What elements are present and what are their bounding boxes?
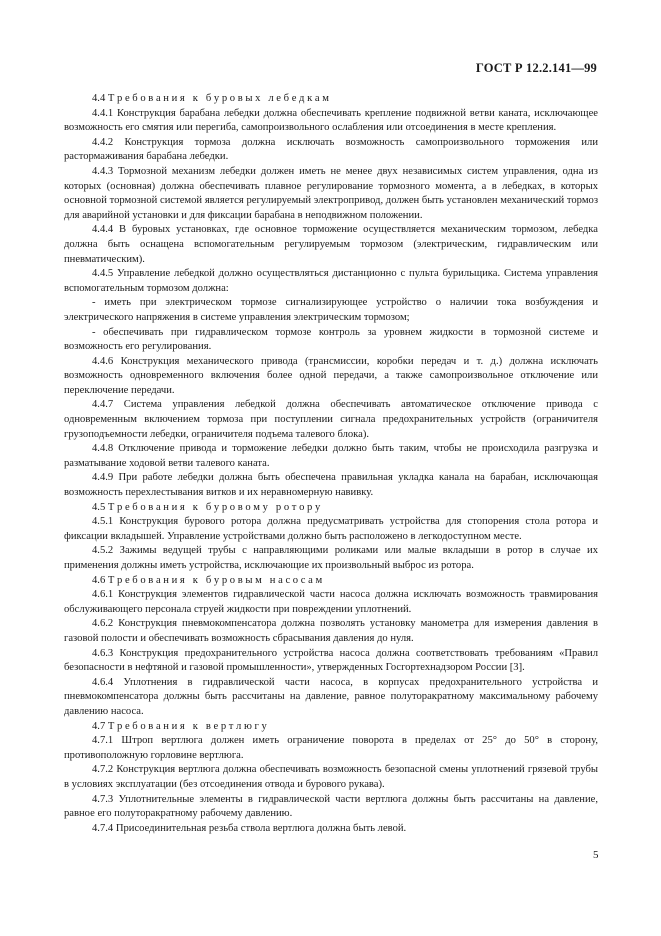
clause-4-4-5: 4.4.5 Управление лебедкой должно осуществляться дистанционно с пульта бурильщика. Система управления вспомогательным тормозом должна: bbox=[64, 268, 598, 294]
clause-4-7-4: 4.7.4 Присоединительная резьба ствола вертлюга должна быть левой. bbox=[92, 822, 407, 834]
list-item: - обеспечивать при гидравлическом тормозе контроль за уровнем жидкости в тормозной системе и возможность его регулирования. bbox=[64, 326, 598, 353]
list-item: - иметь при электрическом тормозе сигнализирующее устройство о наличии тока возбуждения и электрического напряжения в системе управления электрическим тормозом; bbox=[64, 297, 598, 323]
clause-4-6-2: 4.6.2 Конструкция пневмокомпенсатора должна позволять установку манометра для измерения давления в газовой полости и обеспечивать возможность сбрасывания давления до нуля. bbox=[64, 618, 598, 644]
clause-4-5-1: 4.5.1 Конструкция бурового ротора должна предусматривать устройства для стопорения стола ротора и фиксации вкладышей. Управление устройствами должно быть расположено в легкодоступном месте. bbox=[64, 516, 598, 542]
document-body bbox=[64, 92, 598, 836]
clause-4-4-4: 4.4.4 В буровых установках, где основное торможение осуществляется механическим тормозом, лебедка должна быть оснащена вспомогательным регулируемым тормозом (электрическим, гидравлическим или пневматическим). bbox=[64, 224, 598, 265]
clause-4-4-1: 4.4.1 Конструкция барабана лебедки должна обеспечивать крепление подвижной ветви каната, исключающее возможность его смятия или перегиба, самопроизвольного ослабления или отсоединения в месте крепления. bbox=[64, 107, 598, 134]
clause-4-4-2: 4.4.2 Конструкция тормоза должна исключать возможность самопроизвольного торможения или растормаживания барабана лебедки. bbox=[64, 136, 598, 163]
clause-4-7-2: 4.7.2 Конструкция вертлюга должна обеспечивать возможность безопасной смены уплотнений грязевой трубы в условиях эксплуатации (без отсоединения отвода и бурового рукава). bbox=[64, 764, 598, 790]
clause-4-7-1: 4.7.1 Штроп вертлюга должен иметь ограничение поворота в пределах от 25° до 50° в сторону, противоположную горловине вертлюга. bbox=[64, 735, 598, 761]
section-heading-rotor: 4.5 Т р е б о в а н и я к б у р о в о м у р о т о р у bbox=[92, 501, 321, 513]
clause-4-4-7: 4.4.7 Система управления лебедкой должна обеспечивать автоматическое отключение привода с одновременным включением тормоза при поступлении сигнала предохранительных устройств (ограничителя грузоподъемности лебедки, ограничителя подъема талевого блока). bbox=[64, 399, 598, 440]
section-heading-pumps: 4.6 Т р е б о в а н и я к б у р о в ы м н а с о с а м bbox=[92, 574, 323, 586]
clause-4-5-2: 4.5.2 Зажимы ведущей трубы с направляющими роликами или малые вкладыши в ротор в случае их применения должны иметь устройства, исключающие их произвольный выброс из ротора. bbox=[64, 545, 598, 571]
document-code-header: ГОСТ Р 12.2.141—99 bbox=[475, 61, 597, 75]
section-heading-winches: 4.4 Т р е б о в а н и я к б у р о в ы х л е б е д к а м bbox=[92, 93, 329, 104]
clause-4-6-1: 4.6.1 Конструкция элементов гидравлической части насоса должна исключать возможность травмирования обслуживающего персонала струей жидкости при повреждении уплотнений. bbox=[64, 589, 598, 615]
page-number: 5 bbox=[593, 849, 599, 861]
clause-4-4-9: 4.4.9 При работе лебедки должна быть обеспечена правильная укладка канала на барабан, исключающая возможность перехлестывания витков и их неравномерную навивку. bbox=[64, 472, 598, 499]
clause-4-7-3: 4.7.3 Уплотнительные элементы в гидравлической части вертлюга должны быть рассчитаны на давление, равное его полуторакратному рабочему давлению. bbox=[64, 793, 598, 820]
clause-4-6-4: 4.6.4 Уплотнения в гидравлической части насоса, в корпусах предохранительного устройства и пневмокомпенсатора должны быть рассчитаны на давление, равное полуторакратному максимальному рабочему давлению насоса. bbox=[64, 676, 598, 717]
section-heading-swivel: 4.7 Т р е б о в а н и я к в е р т л ю г у bbox=[92, 720, 267, 732]
clause-4-4-6: 4.4.6 Конструкция механического привода (трансмиссии, коробки передач и т. д.) должна исключать возможность одновременного включения более одной передачи, а также самопроизвольное отключение или переключение передачи. bbox=[64, 355, 598, 396]
clause-4-4-8: 4.4.8 Отключение привода и торможение лебедки должно быть таким, чтобы не происходила разгрузка и разматывание ходовой ветви талевого каната. bbox=[64, 443, 598, 469]
clause-4-4-3: 4.4.3 Тормозной механизм лебедки должен иметь не менее двух независимых систем управления, одна из которых (основная) должна обеспечивать плавное регулирование тормозного момента, а в лебедках, в которых основной тормозной системой является регулируемый электропривод, должен быть установлен механический тормоз для аварийной установки и для фиксации барабана в неподвижном положении. bbox=[64, 165, 598, 221]
clause-4-6-3: 4.6.3 Конструкция предохранительного устройства насоса должна соответствовать требованиям «Правил безопасности в нефтяной и газовой промышленности», утвержденных Госгортехнадзором России [3]. bbox=[64, 647, 598, 674]
